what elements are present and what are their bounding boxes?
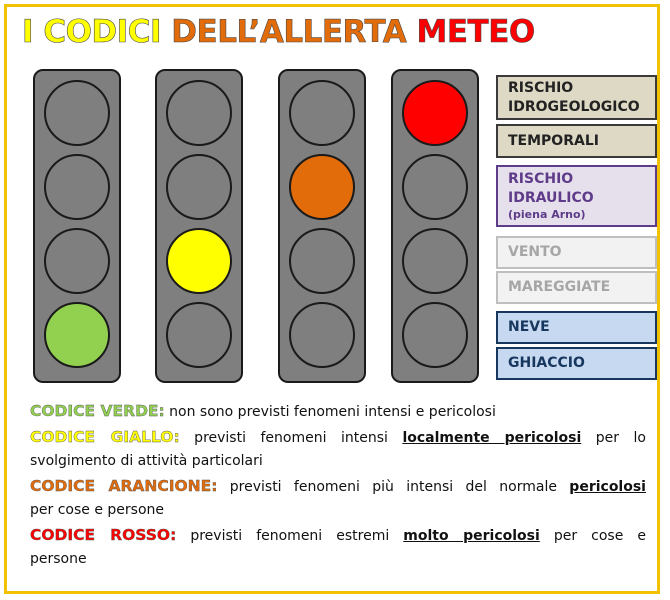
risk-label: RISCHIO IDROGEOLOGICO xyxy=(508,79,640,115)
lamp-2 xyxy=(166,154,232,220)
page-title xyxy=(22,14,535,50)
traffic-light-arancione xyxy=(278,69,366,383)
risk-box-vento xyxy=(496,236,657,269)
traffic-light-verde xyxy=(33,69,121,383)
legend-giallo xyxy=(30,426,646,472)
legend-arancione xyxy=(30,475,646,521)
code-giallo-emphasis: localmente pericolosi xyxy=(402,430,582,446)
title-part-1: I CODICI xyxy=(22,14,161,50)
lamp-2 xyxy=(289,154,355,220)
code-giallo-line-2: svolgimento di attività particolari xyxy=(30,452,263,469)
code-arancione-line-2: per cose e persone xyxy=(30,501,164,518)
code-arancione-text-1: previsti fenomeni più intensi del normale xyxy=(217,479,570,495)
legend-rosso xyxy=(30,524,646,570)
traffic-light-giallo xyxy=(155,69,243,383)
code-arancione-emphasis: pericolosi xyxy=(569,479,646,495)
lamp-1 xyxy=(44,80,110,146)
risk-sublabel: (piena Arno) xyxy=(508,208,586,221)
risk-box-idraulico xyxy=(496,165,657,227)
code-verde-label: CODICE VERDE: xyxy=(30,402,165,420)
lamp-2 xyxy=(402,154,468,220)
code-rosso-line-2: persone xyxy=(30,550,87,567)
lamp-4 xyxy=(402,302,468,368)
risk-box-ghiaccio xyxy=(496,347,657,380)
code-arancione-label: CODICE ARANCIONE: xyxy=(30,477,218,495)
code-verde-text: non sono previsti fenomeni intensi e pericolosi xyxy=(164,404,496,420)
risk-box-mareggiate xyxy=(496,271,657,304)
risk-label: RISCHIO IDRAULICO xyxy=(508,171,594,206)
lamp-2 xyxy=(44,154,110,220)
lamp-3 xyxy=(402,228,468,294)
lamp-1 xyxy=(402,80,468,146)
code-rosso-text-2: per cose e xyxy=(539,528,646,544)
traffic-light-rosso xyxy=(391,69,479,383)
code-rosso-label: CODICE ROSSO: xyxy=(30,526,177,544)
risk-label: MAREGGIATE xyxy=(508,279,611,295)
lamp-3 xyxy=(289,228,355,294)
risk-label: VENTO xyxy=(508,244,562,260)
lamp-4 xyxy=(44,302,110,368)
risk-box-neve xyxy=(496,311,657,344)
code-rosso-emphasis: molto pericolosi xyxy=(403,528,540,544)
lamp-3 xyxy=(166,228,232,294)
code-giallo-text-2: per lo xyxy=(581,430,646,446)
risk-box-idrogeologico xyxy=(496,75,657,120)
code-rosso-text-1: previsti fenomeni estremi xyxy=(176,528,404,544)
lamp-1 xyxy=(166,80,232,146)
lamp-4 xyxy=(166,302,232,368)
lamp-1 xyxy=(289,80,355,146)
legend-verde xyxy=(30,400,646,424)
code-giallo-label: CODICE GIALLO: xyxy=(30,428,180,446)
code-giallo-text-1: previsti fenomeni intensi xyxy=(179,430,403,446)
risk-box-temporali xyxy=(496,124,657,158)
lamp-4 xyxy=(289,302,355,368)
risk-label: GHIACCIO xyxy=(508,355,585,371)
lamp-3 xyxy=(44,228,110,294)
title-part-2: DELL’ALLERTA xyxy=(171,14,407,50)
risk-label: NEVE xyxy=(508,319,550,335)
title-part-3: METEO xyxy=(416,14,535,50)
risk-label: TEMPORALI xyxy=(508,132,599,149)
